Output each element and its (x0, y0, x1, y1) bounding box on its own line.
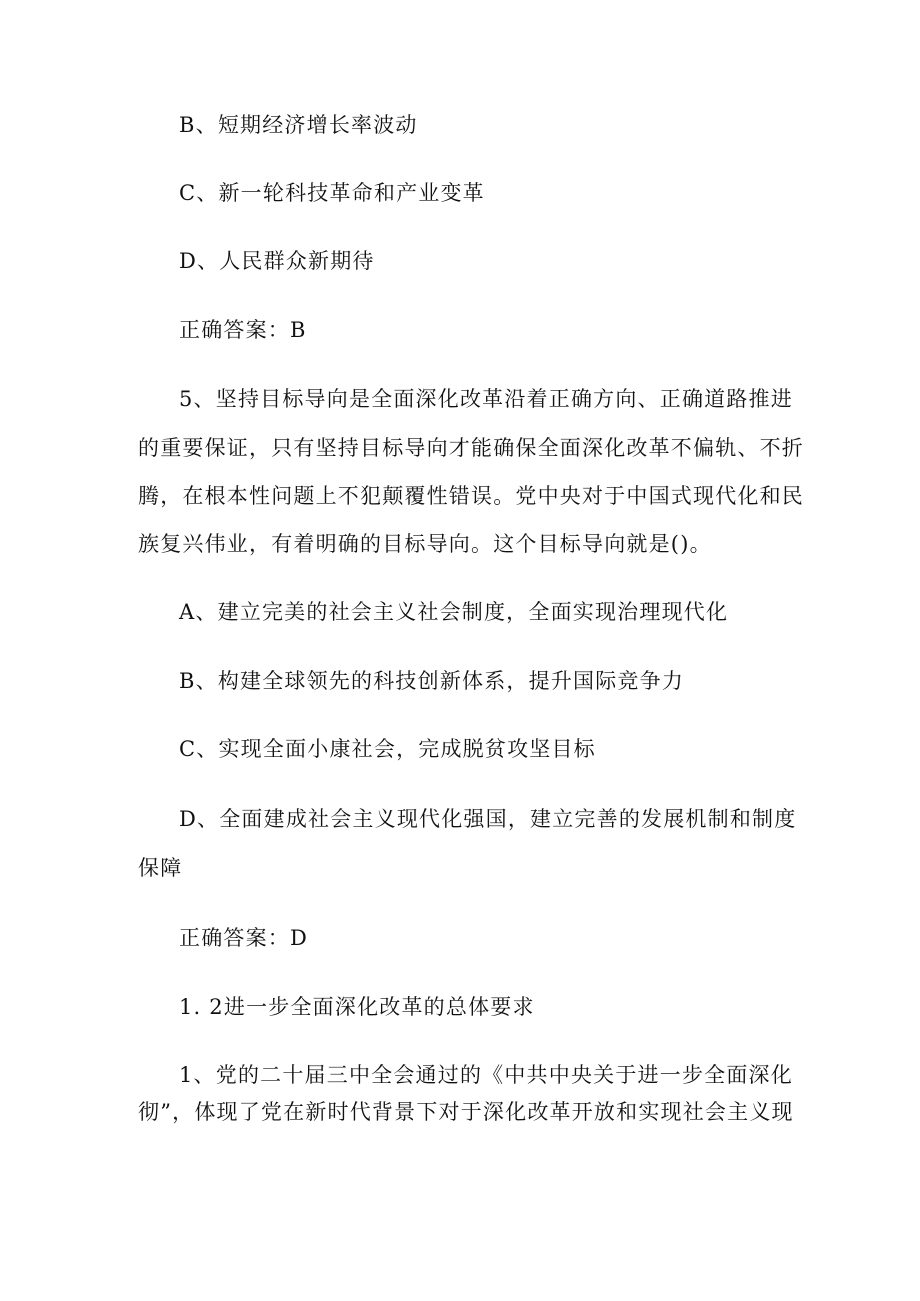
question5-stem-line3: 腾，在根本性问题上不犯颠覆性错误。党中央对于中国式现代化和民 (138, 484, 804, 508)
question5-option-d-line1: D、全面建成社会主义现代化强国，建立完善的发展机制和制度 (179, 807, 797, 831)
question1-stem-line2: 彻”，体现了党在新时代背景下对于深化改革开放和实现社会主义现 (138, 1100, 794, 1124)
question5-stem-line2: 的重要保证，只有坚持目标导向才能确保全面深化改革不偏轨、不折 (138, 436, 804, 460)
answer-question5: 正确答案：D (179, 926, 309, 950)
option-c-prev: C、新一轮科技革命和产业变革 (179, 181, 485, 205)
question5-option-d-line2: 保障 (138, 856, 183, 880)
option-b-prev: B、短期经济增长率波动 (179, 113, 418, 137)
section-heading: 1. 2进一步全面深化改革的总体要求 (179, 995, 535, 1019)
question1-stem-line1: 1、党的二十届三中全会通过的《中共中央关于进一步全面深化 (179, 1063, 793, 1087)
question5-stem-line4: 族复兴伟业，有着明确的目标导向。这个目标导向就是()。 (138, 532, 712, 556)
question5-option-a: A、建立完美的社会主义社会制度，全面实现治理现代化 (179, 600, 729, 624)
question5-stem-line1: 5、坚持目标导向是全面深化改革沿着正确方向、正确道路推进 (179, 387, 793, 411)
option-d-prev: D、人民群众新期待 (179, 249, 375, 273)
question5-option-c: C、实现全面小康社会，完成脱贫攻坚目标 (179, 737, 596, 761)
question5-option-b: B、构建全球领先的科技创新体系，提升国际竞争力 (179, 669, 685, 693)
answer-prev: 正确答案：B (179, 318, 307, 342)
